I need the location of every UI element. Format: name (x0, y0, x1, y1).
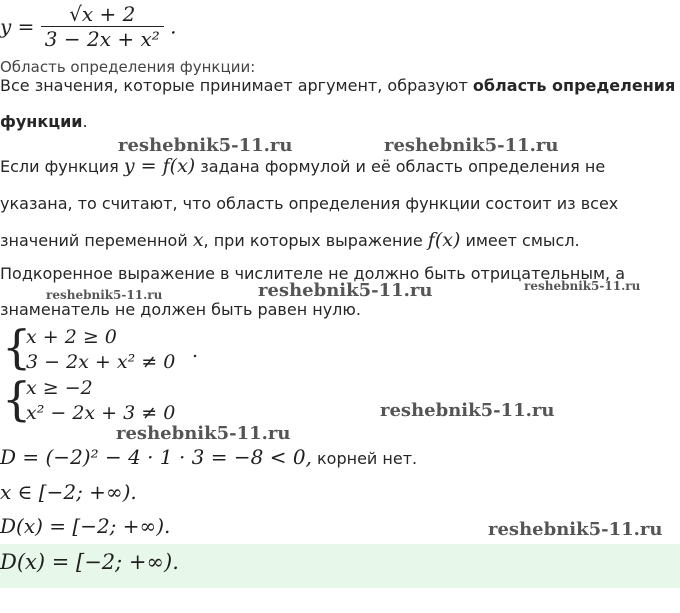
formula-lhs: y = (0, 14, 35, 39)
paragraph-2-line-1: Если функция y = f(x) задана формулой и её область определения не (0, 155, 606, 177)
watermark: reshebnik5-11.ru (258, 280, 433, 301)
fraction (41, 2, 164, 51)
domain-line: D(x) = [−2; +∞). (0, 514, 171, 538)
answer-line: D(x) = [−2; +∞). (0, 550, 179, 574)
system-1-dot: . (192, 340, 199, 362)
system-2-brace: { (2, 372, 32, 426)
paragraph-1-line-1: Все значения, которые принимает аргумент, образуют область определения (0, 76, 676, 95)
paragraph-3-line-1: Подкоренное выражение в числителе не должно быть отрицательным, а (0, 264, 626, 283)
formula-top (0, 2, 176, 51)
watermark: reshebnik5-11.ru (46, 288, 163, 302)
watermark: reshebnik5-11.ru (116, 423, 291, 444)
watermark: reshebnik5-11.ru (384, 135, 559, 156)
paragraph-2-line-3: значений переменной x, при которых выражение f(x) имеет смысл. (0, 229, 580, 251)
cut-line: Область определения функции: (0, 58, 256, 76)
watermark: reshebnik5-11.ru (524, 279, 641, 293)
watermark: reshebnik5-11.ru (488, 519, 663, 540)
formula-dot: . (170, 14, 177, 39)
interval-line: x ∈ [−2; +∞). (0, 480, 137, 504)
fraction-numerator: √x + 2 (41, 2, 164, 27)
paragraph-1-line-2: функции. (0, 112, 88, 131)
system-2-row-1: x ≥ −2 (26, 377, 93, 399)
paragraph-2-line-2: указана, то считают, что область определения функции состоит из всех (0, 194, 619, 213)
watermark: reshebnik5-11.ru (118, 135, 293, 156)
system-1-row-1: x + 2 ≥ 0 (26, 326, 117, 348)
discriminant-line: D = (−2)² − 4 · 1 · 3 = −8 < 0, корней нет. (0, 445, 418, 469)
paragraph-3-line-2: знаменатель не должен быть равен нулю. (0, 300, 361, 319)
system-1-brace: { (2, 320, 32, 374)
system-2-row-2: x² − 2x + 3 ≠ 0 (26, 402, 176, 424)
term-bold: область определения (472, 76, 676, 95)
watermark: reshebnik5-11.ru (380, 400, 555, 421)
system-1-row-2: 3 − 2x + x² ≠ 0 (26, 351, 176, 373)
fraction-denominator: 3 − 2x + x² (44, 27, 160, 51)
